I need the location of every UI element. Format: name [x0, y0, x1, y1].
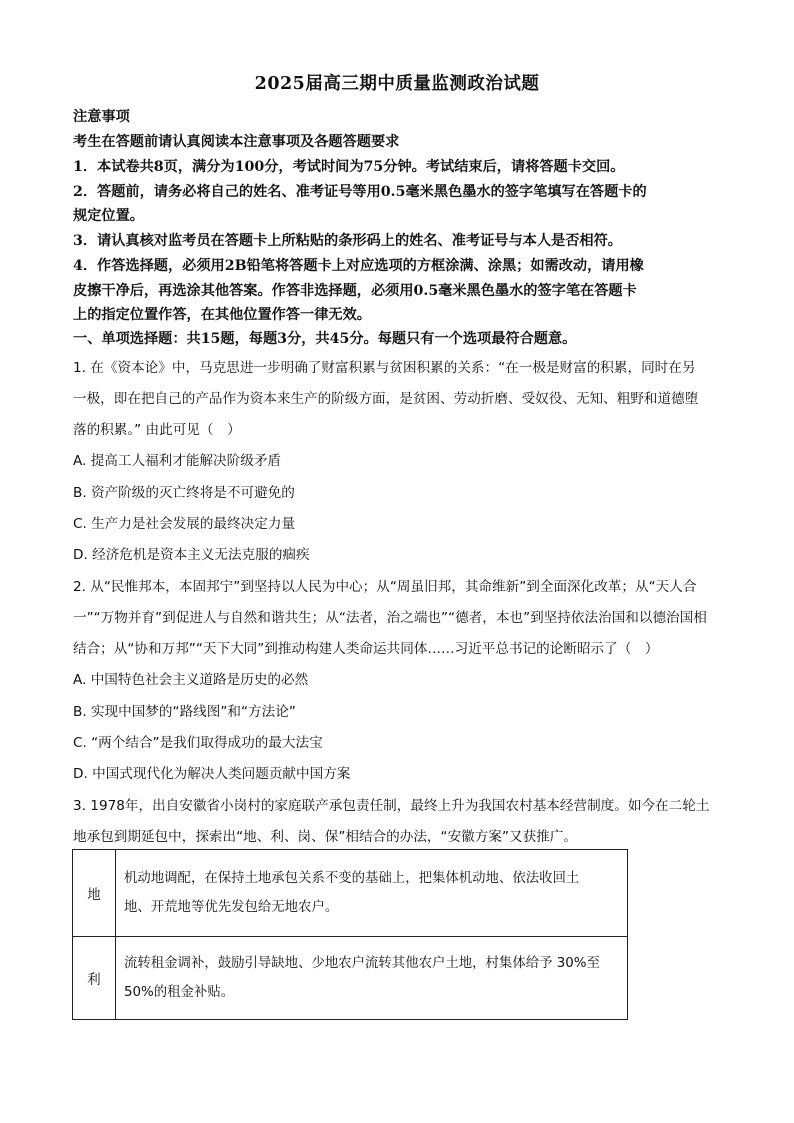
notice-item-2-cont: 规定位置。 [73, 208, 144, 224]
notice-item-4-cont-2: 上的指定位置作答，在其他位置作答一律无效。 [73, 307, 371, 323]
notice-heading: 注意事项 [73, 109, 130, 125]
q2-option-b: B. 实现中国梦的“路线图”和“方法论” [73, 704, 296, 720]
notice-item-1: 1．本试卷共8页，满分为100分，考试时间为75分钟。考试结束后，请将答题卡交回。 [73, 159, 625, 175]
q2-stem-line-1: 2. 从“民惟邦本，本固邦宁”到坚持以人民为中心；从“周虽旧邦，其命维新”到全面深化改革；从“天人合 [73, 579, 697, 595]
q3-table [72, 849, 628, 1020]
q1-stem-line-2: 一极，即在把自己的产品作为资本来生产的阶级方面，是贫困、劳动折磨、受奴役、无知、粗野和道德堕 [73, 391, 699, 407]
notice-item-4: 4．作答选择题，必须用2B铅笔将答题卡上对应选项的方框涂满、涂黑；如需改动，请用橡 [73, 258, 644, 274]
table-value-cell [116, 937, 628, 1020]
table-key-cell: 利 [73, 937, 116, 1020]
table-value-line: 地、开荒地等优先发包给无地农户。 [124, 900, 339, 915]
q1-option-b: B. 资产阶级的灭亡终将是不可避免的 [73, 485, 295, 501]
q2-option-a: A. 中国特色社会主义道路是历史的必然 [73, 672, 309, 688]
q2-stem-line-3: 结合；从“协和万邦”“天下大同”到推动构建人类命运共同体……习近平总书记的论断昭示了（ ） [73, 641, 659, 657]
notice-item-4-cont-1: 皮擦干净后，再选涂其他答案。作答非选择题，必须用0.5毫米黑色墨水的签字笔在答题卡 [73, 283, 637, 299]
table-value-line: 50%的租金补贴。 [124, 985, 235, 1000]
notice-item-2: 2．答题前，请务必将自己的姓名、准考证号等用0.5毫米黑色墨水的签字笔填写在答题卡的 [73, 184, 647, 200]
notice-item-3: 3．请认真核对监考员在答题卡上所粘贴的条形码上的姓名、准考证号与本人是否相符。 [73, 233, 622, 249]
q1-stem-line-3: 落的积累。” 由此可见（ ） [73, 422, 241, 438]
table-value-cell [116, 850, 628, 937]
q2-option-d: D. 中国式现代化为解决人类问题贡献中国方案 [73, 766, 351, 782]
q3-stem-line-1: 3. 1978年，出自安徽省小岗村的家庭联产承包责任制，最终上升为我国农村基本经营制度。如今在二轮土 [73, 798, 710, 814]
q1-option-a: A. 提高工人福利才能解决阶级矛盾 [73, 453, 282, 469]
q1-option-d: D. 经济危机是资本主义无法克服的痼疾 [73, 547, 310, 563]
notice-intro: 考生在答题前请认真阅读本注意事项及各题答题要求 [73, 134, 400, 150]
q2-option-c: C. “两个结合”是我们取得成功的最大法宝 [73, 735, 323, 751]
table-value-line: 流转租金调补，鼓励引导缺地、少地农户流转其他农户土地，村集体给予 30%至 [124, 956, 600, 971]
q1-stem-line-1: 1. 在《资本论》中，马克思进一步明确了财富积累与贫困积累的关系：“在一极是财富的积累，同时在另 [73, 360, 696, 376]
exam-title: 2025届高三期中质量监测政治试题 [254, 74, 540, 94]
table-value-line: 机动地调配，在保持土地承包关系不变的基础上，把集体机动地、依法收回土 [124, 871, 580, 886]
q2-stem-line-2: 一”“万物并育”到促进人与自然和谐共生；从“法者，治之端也”“德者，本也”到坚持依法治国和以德治国相 [73, 610, 707, 626]
q1-option-c: C. 生产力是社会发展的最终决定力量 [73, 516, 296, 532]
q3-stem-line-2: 地承包到期延包中，探索出“地、利、岗、保”相结合的办法，“安徽方案”又获推广。 [73, 829, 577, 845]
table-row [73, 850, 628, 937]
section-heading: 一、单项选择题：共15题，每题3分，共45分。每题只有一个选项最符合题意。 [73, 331, 577, 347]
table-key-cell: 地 [73, 850, 116, 937]
table-row [73, 937, 628, 1020]
